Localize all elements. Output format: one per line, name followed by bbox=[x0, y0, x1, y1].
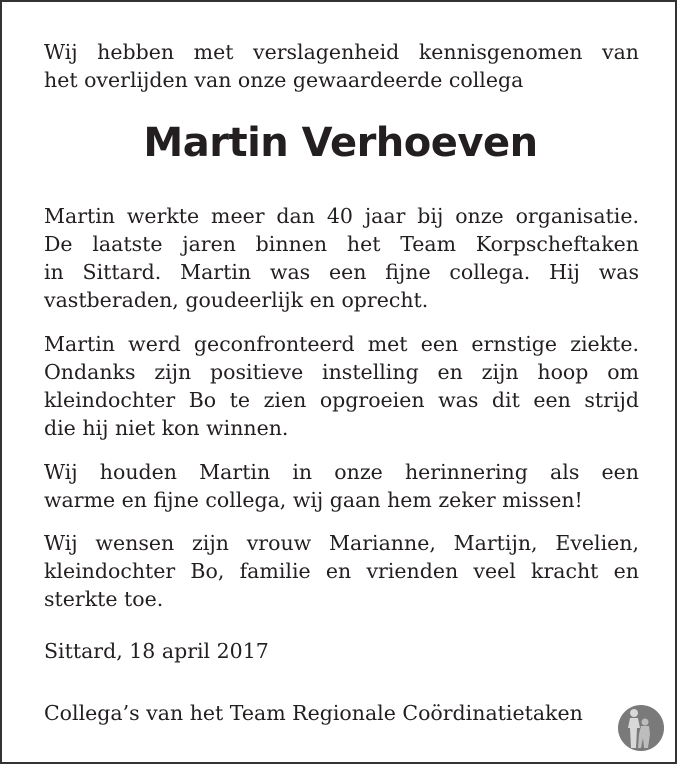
place-date bbox=[44, 637, 639, 665]
paragraph bbox=[44, 529, 639, 613]
deceased-name: Martin Verhoeven bbox=[143, 120, 538, 166]
paragraph-line: Ondanks zijn positieve instelling en zijn hoop om bbox=[44, 360, 639, 384]
intro-line: Wij hebben met verslagenheid kennisgenomen van bbox=[44, 40, 639, 64]
paragraph-line: sterkte toe. bbox=[44, 587, 164, 611]
paragraph bbox=[44, 202, 639, 314]
paragraph-line: Wij houden Martin in onze herinnering als een bbox=[44, 460, 639, 484]
paragraph-line: kleindochter Bo te zien opgroeien was dit een strijd bbox=[44, 388, 639, 412]
intro-text bbox=[44, 38, 639, 94]
place-date-text: Sittard, 18 april 2017 bbox=[44, 639, 269, 663]
paragraph-line: De laatste jaren binnen het Team Korpscheftaken bbox=[44, 232, 639, 256]
paragraph bbox=[44, 458, 639, 514]
paragraph bbox=[44, 330, 639, 442]
embracing-figures-icon bbox=[617, 704, 665, 752]
paragraph-line: Martin werd geconfronteerd met een ernstige ziekte. bbox=[44, 332, 639, 356]
intro-line: het overlijden van onze gewaardeerde collega bbox=[44, 68, 524, 92]
signature-text: Collega’s van het Team Regionale Coördinatietaken bbox=[44, 701, 583, 725]
paragraph-line: die hij niet kon winnen. bbox=[44, 416, 289, 440]
paragraph-line: in Sittard. Martin was een fijne collega. Hij was bbox=[44, 260, 639, 284]
paragraph-line: vastberaden, goudeerlijk en oprecht. bbox=[44, 288, 429, 312]
paragraph-line: Wij wensen zijn vrouw Marianne, Martijn, Evelien, bbox=[44, 531, 639, 555]
paragraph-line: kleindochter Bo, familie en vrienden veel kracht en bbox=[44, 559, 639, 583]
paragraph-line: warme en fijne collega, wij gaan hem zeker missen! bbox=[44, 488, 583, 512]
signature bbox=[44, 699, 639, 727]
paragraph-line: Martin werkte meer dan 40 jaar bij onze organisatie. bbox=[44, 204, 639, 228]
